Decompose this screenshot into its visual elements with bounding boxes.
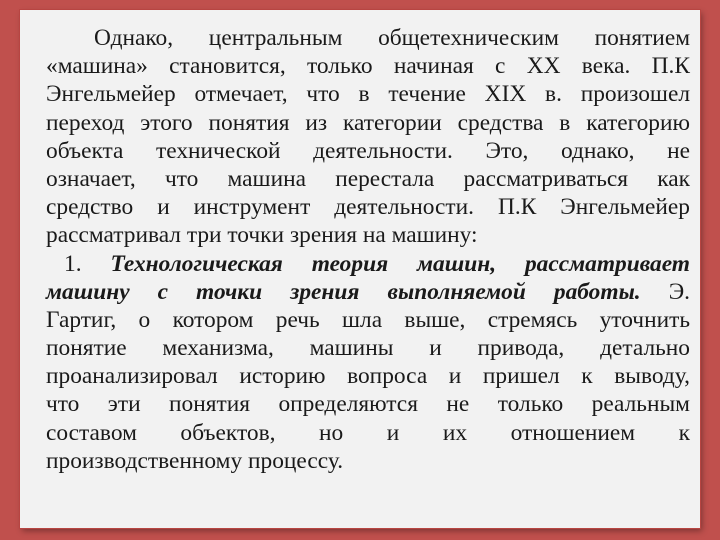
paragraph-2-line-5: проанализировал историю вопроса и пришел к выводу, <box>46 363 690 390</box>
paragraph-2-line-2 <box>46 278 690 306</box>
paragraph-1-line-5: объекта технической деятельности. Это, однако, не <box>46 137 690 164</box>
paragraph-1-line-3: Энгельмейер отмечает, что в течение XIX в. произошел <box>46 81 690 108</box>
paragraph-2-line-1 <box>46 250 690 278</box>
paragraph-1-line-2: «машина» становится, только начиная с XX века. П.К <box>46 53 690 80</box>
emphasis-theory-subject: машину с точки зрения выполняемой работы. <box>46 278 641 305</box>
paragraph-2-line-8: производственному процессу. <box>46 447 344 474</box>
paragraph-2-line-7: составом объектов, но и их отношением к <box>46 419 690 446</box>
paragraph-2-line-6: что эти понятия определяются не только реальным <box>46 391 690 418</box>
emphasis-theory-title: Технологическая теория машин, рассматривает <box>110 250 690 277</box>
paragraph-2-line-2-tail: Э. <box>668 278 690 305</box>
slide-text <box>46 24 690 475</box>
paragraph-1-line-1: Однако, центральным общетехническим понятием <box>94 25 690 51</box>
paragraph-1-line-7: средство и инструмент деятельности. П.К Энгельмейер <box>46 194 690 221</box>
paragraph-1-line-8: рассматривал три точки зрения на машину: <box>46 222 478 249</box>
paragraph-1-line-6: означает, что машина перестала рассматриваться как <box>46 165 690 192</box>
list-number: 1. <box>64 250 82 277</box>
paragraph-2-line-4: понятие механизма, машины и привода, детально <box>46 335 690 362</box>
slide-content-area <box>20 10 700 528</box>
paragraph-2-line-3: Гартиг, о котором речь шла выше, стремясь уточнить <box>46 306 690 333</box>
paragraph-1-line-4: переход этого понятия из категории средства в категорию <box>46 109 690 136</box>
